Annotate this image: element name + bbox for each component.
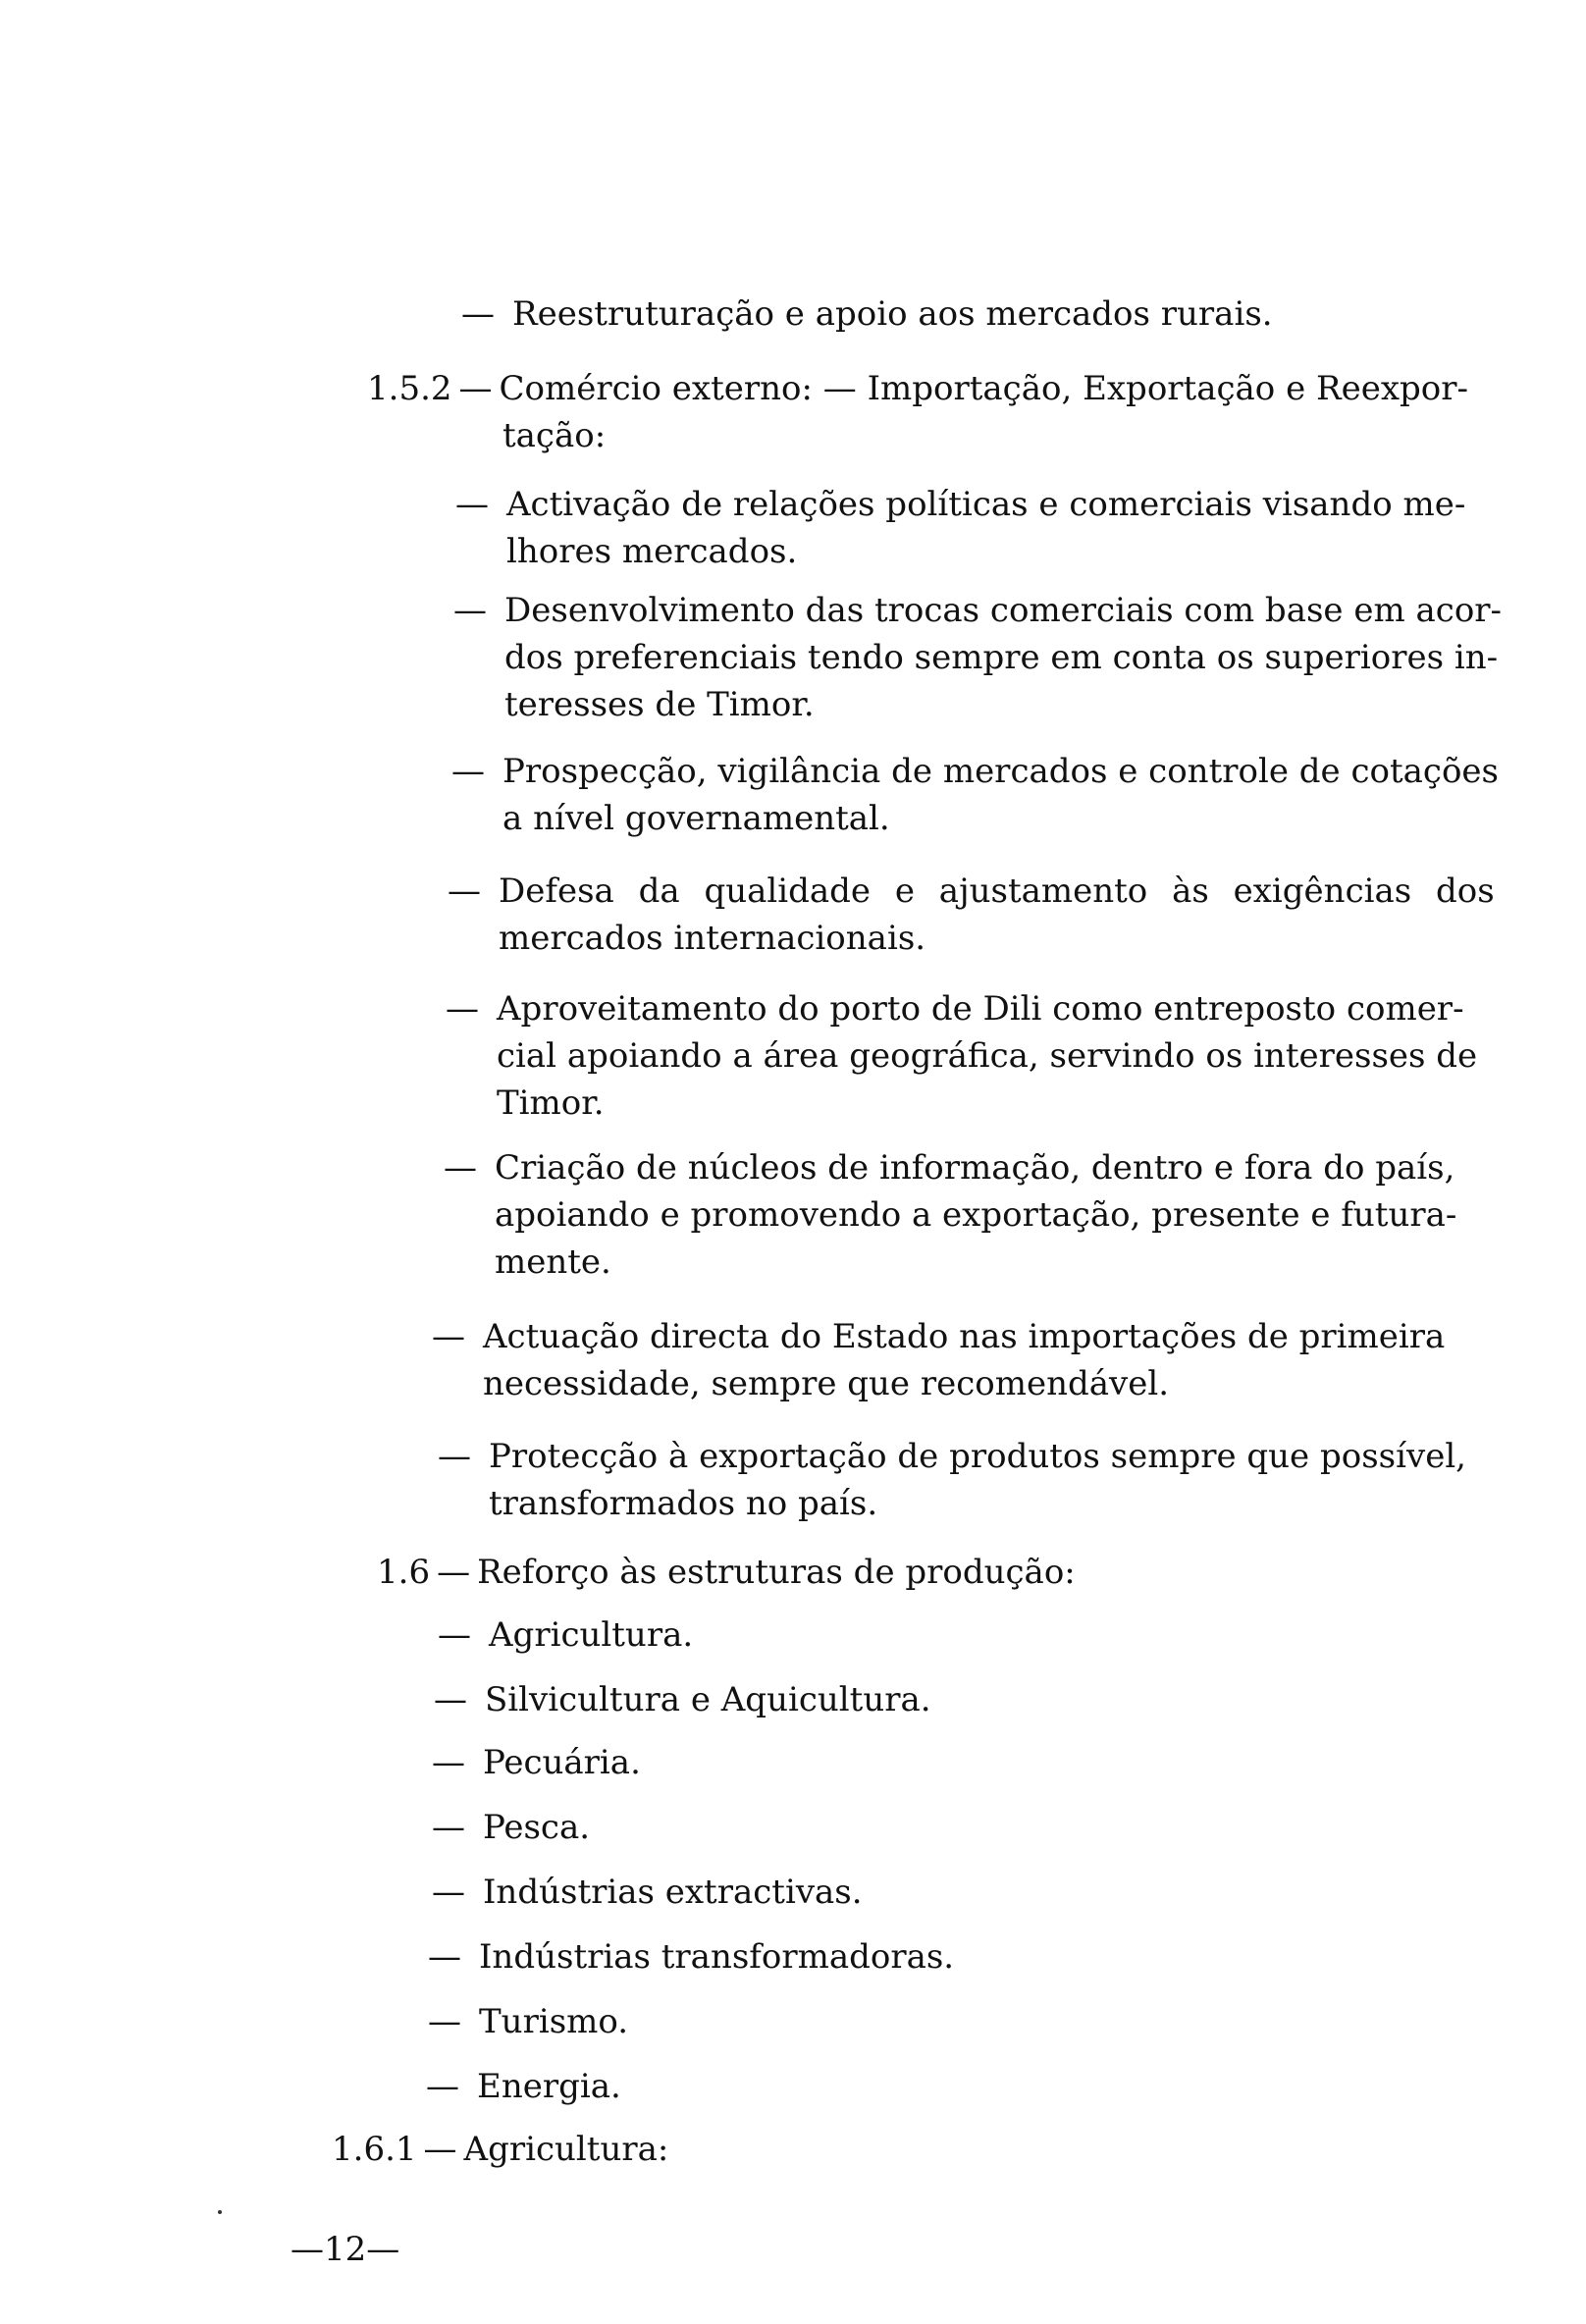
item-continuation: mercados internacionais.: [499, 919, 926, 958]
item-text: Prospecção, vigilância de mercados e controle de cotações: [502, 752, 1499, 791]
list-item: [438, 1611, 693, 1659]
list-item: [432, 1869, 863, 1916]
em-dash: [432, 1804, 483, 1851]
em-dash: [451, 748, 502, 795]
list-item: [432, 1739, 641, 1786]
em-dash: [430, 1549, 477, 1596]
item-continuation: lhores mercados.: [506, 532, 798, 571]
item-text: Energia.: [477, 2067, 621, 2106]
item-text: Defesa da qualidade e ajustamento às exigências dos: [499, 872, 1495, 911]
item-continuation: necessidade, sempre que recomendável.: [483, 1364, 1170, 1403]
list-item: [461, 290, 1273, 338]
item-text: Indústrias extractivas.: [483, 1873, 863, 1912]
list-item: [444, 1144, 1456, 1286]
speck-mark: [218, 2210, 222, 2214]
em-dash: —: [291, 2230, 324, 2269]
item-text: Agricultura.: [489, 1615, 694, 1655]
em-dash: [432, 1313, 483, 1360]
item-text: Activação de relações políticas e comerciais visando me-: [506, 485, 1466, 524]
item-text: Aproveitamento do porto de Dili como entreposto comer-: [497, 989, 1464, 1029]
list-item: [426, 2063, 621, 2110]
item-text: Criação de núcleos de informação, dentro e fora do país,: [495, 1148, 1455, 1188]
item-text: Actuação directa do Estado nas importações de primeira: [483, 1317, 1446, 1356]
section-number: 1.6: [377, 1553, 431, 1592]
em-dash: [428, 1933, 479, 1981]
em-dash: [444, 1144, 495, 1191]
section-number: 1.5.2: [367, 369, 452, 408]
item-text: Pesca.: [483, 1808, 591, 1847]
item-continuation: dos preferenciais tendo sempre em conta os superiores in-: [504, 638, 1499, 677]
em-dash: [434, 1676, 485, 1723]
item-continuation: transformados no país.: [489, 1484, 878, 1523]
section-title: Agricultura:: [463, 2130, 669, 2169]
list-item: [438, 1433, 1466, 1527]
em-dash: [426, 2063, 477, 2110]
item-continuation: apoiando e promovendo a exportação, presente e futura-: [495, 1195, 1457, 1235]
item-text: Turismo.: [479, 2002, 629, 2041]
item-text: Silvicultura e Aquicultura.: [485, 1680, 931, 1719]
em-dash: [432, 1869, 483, 1916]
em-dash: [455, 481, 506, 528]
section-heading: [377, 1549, 1076, 1596]
em-dash: [461, 290, 512, 338]
item-text: Indústrias transformadoras.: [479, 1937, 955, 1977]
item-continuation: teresses de Timor.: [504, 685, 815, 724]
em-dash: [432, 1739, 483, 1786]
item-continuation: tação:: [502, 416, 607, 455]
list-item: [453, 587, 1502, 728]
item-text: Pecuária.: [483, 1743, 641, 1782]
em-dash: [438, 1611, 489, 1659]
em-dash: [448, 868, 499, 915]
section-title: Comércio externo: — Importação, Exportação e Reexpor-: [499, 369, 1468, 408]
section-heading: [332, 2126, 668, 2173]
page-number-value: 12: [324, 2230, 367, 2269]
em-dash: [453, 587, 504, 634]
list-item: [428, 1933, 954, 1981]
section-number: 1.6.1: [332, 2130, 417, 2169]
em-dash: —: [366, 2230, 400, 2269]
list-item: [432, 1804, 590, 1851]
em-dash: [438, 1433, 489, 1480]
item-text: Desenvolvimento das trocas comerciais com base em acor-: [504, 591, 1503, 630]
page-number: [291, 2226, 399, 2273]
list-item: [455, 481, 1465, 575]
list-item: [428, 1998, 628, 2045]
list-item: [451, 748, 1499, 842]
list-item: [446, 985, 1477, 1127]
em-dash: [428, 1998, 479, 2045]
item-text: Protecção à exportação de produtos sempre que possível,: [489, 1437, 1466, 1476]
em-dash: [446, 985, 497, 1032]
item-text: Reestruturação e apoio aos mercados rurais.: [512, 294, 1273, 334]
list-item: [432, 1313, 1445, 1407]
item-continuation: mente.: [495, 1242, 611, 1282]
em-dash: [452, 365, 500, 412]
section-title: Reforço às estruturas de produção:: [477, 1553, 1076, 1592]
list-item: [448, 868, 1495, 962]
em-dash: [417, 2126, 464, 2173]
item-continuation: Timor.: [497, 1083, 605, 1123]
section-heading: [367, 365, 1468, 459]
item-continuation: cial apoiando a área geográfica, servindo os interesses de: [497, 1036, 1478, 1076]
item-continuation: a nível governamental.: [502, 799, 890, 838]
list-item: [434, 1676, 931, 1723]
